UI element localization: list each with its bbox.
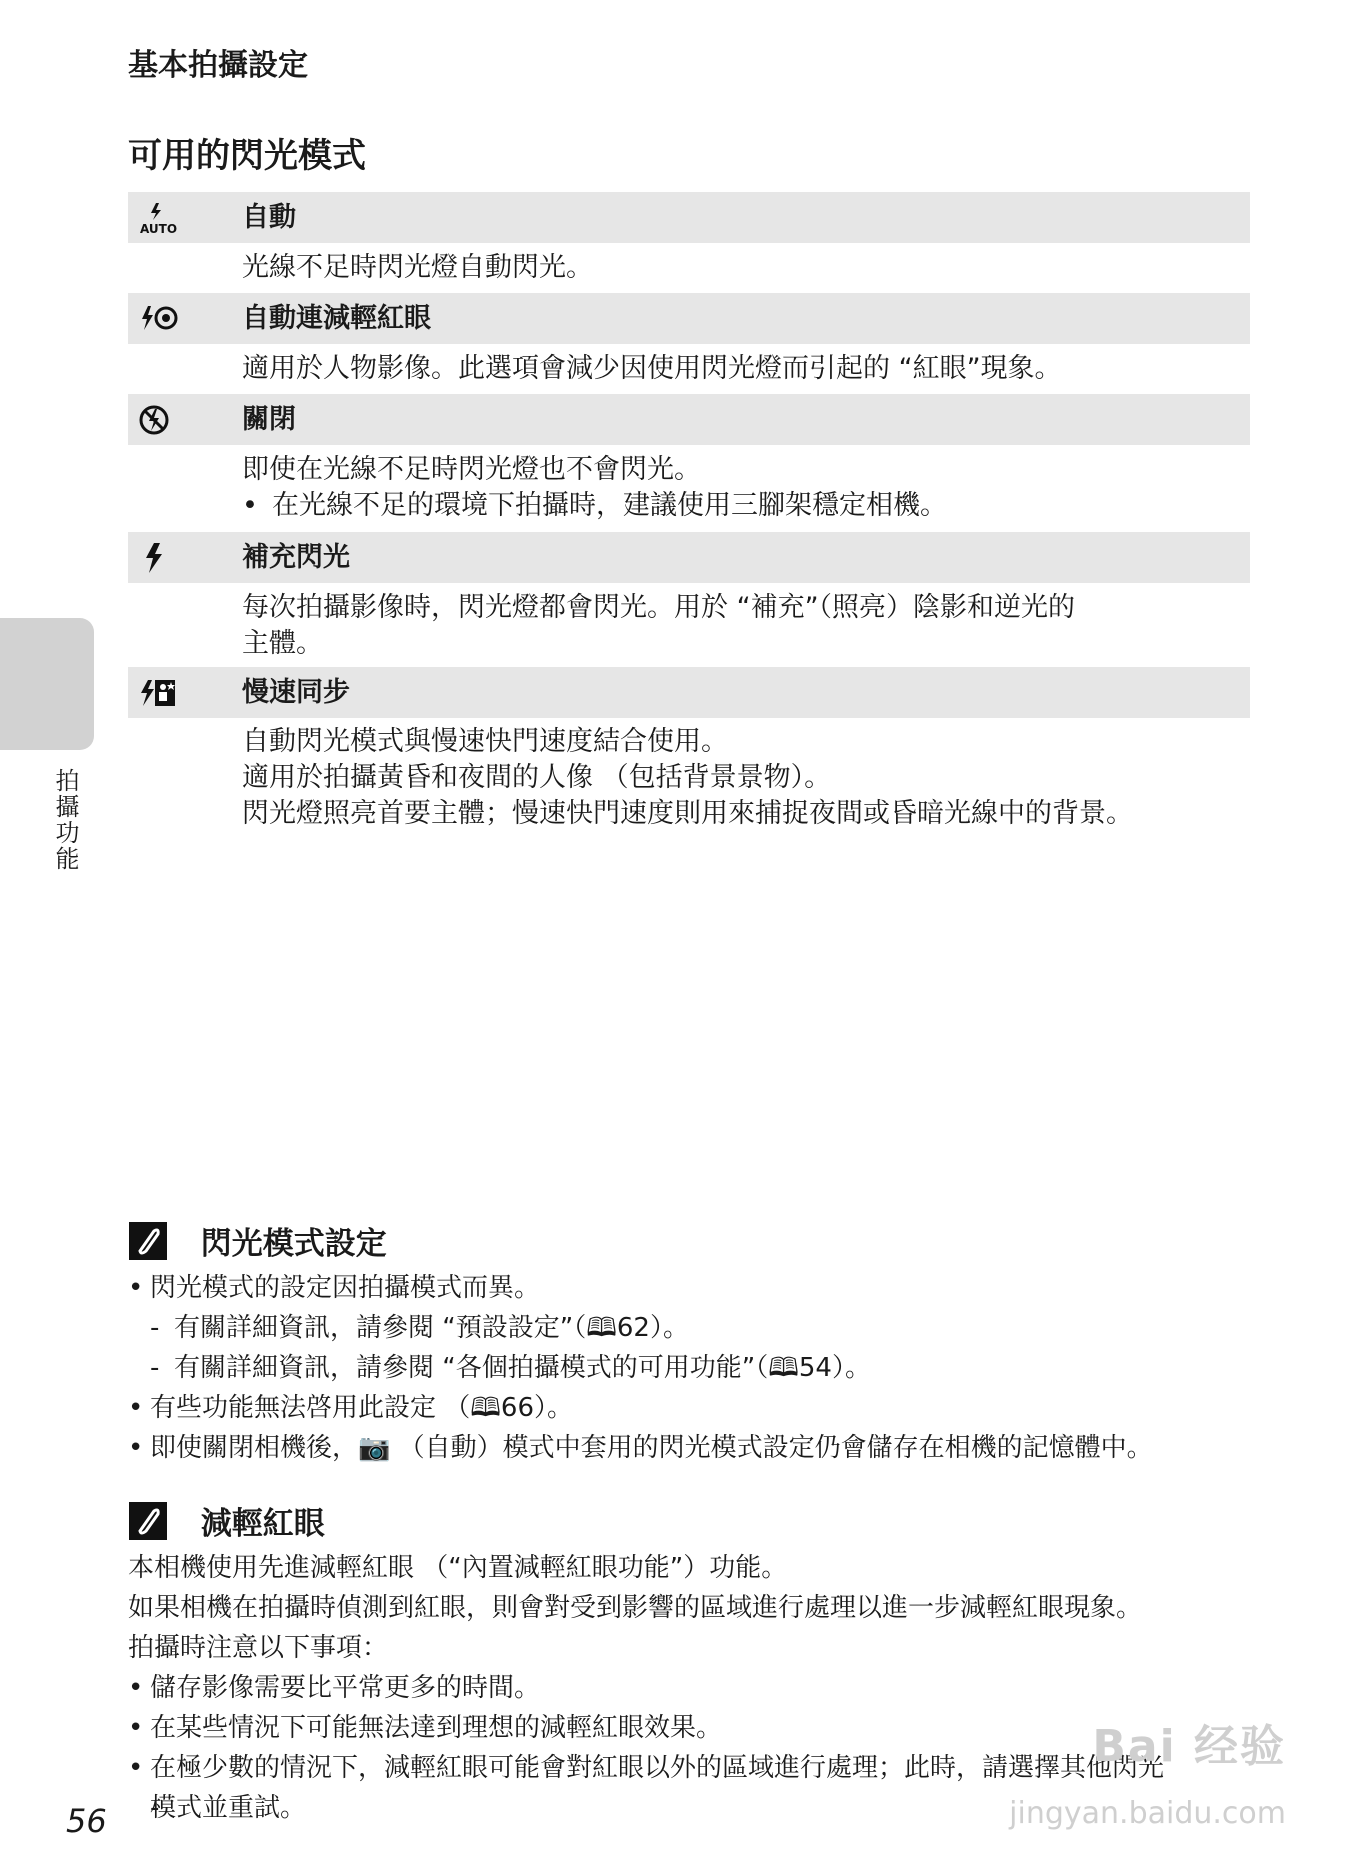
fill-flash-icon xyxy=(138,541,178,575)
note-pencil-icon xyxy=(128,1221,168,1261)
mode-name: 補充閃光 xyxy=(242,542,350,573)
mode-name: 自動連減輕紅眼 xyxy=(242,303,431,334)
mode-row-red-eye xyxy=(128,293,1250,344)
watermark: Bai 经验 xyxy=(1092,1721,1286,1772)
flash-off-icon xyxy=(138,403,178,437)
mode-name: 關閉 xyxy=(242,404,296,435)
svg-text:AUTO: AUTO xyxy=(140,222,178,235)
note-red-eye-reduction xyxy=(128,1498,325,1542)
mode-row-auto xyxy=(128,192,1250,243)
mode-desc: 自動閃光模式與慢速快門速度結合使用。 適用於拍攝黃昏和夜間的人像 （包括背景景物）。 閃光燈照亮首要主體；慢速快門速度則用來捕捉夜間或昏暗光線中的背景。 xyxy=(242,726,1133,829)
note-flash-mode-settings xyxy=(128,1218,387,1262)
page-number: 56 xyxy=(66,1802,107,1840)
page-title: 可用的閃光模式 xyxy=(128,136,366,176)
flash-auto-icon xyxy=(138,201,178,235)
note-title: 減輕紅眼 xyxy=(200,1506,325,1542)
section-header: 基本拍攝設定 xyxy=(128,48,308,83)
mode-row-off xyxy=(128,394,1250,445)
mode-desc: 適用於人物影像。此選項會減少因使用閃光燈而引起的 “紅眼”現象。 xyxy=(242,353,1062,384)
chapter-tab-label: 拍攝功能 xyxy=(51,768,79,872)
watermark-url: jingyan.baidu.com xyxy=(1009,1796,1286,1831)
note-title: 閃光模式設定 xyxy=(200,1226,387,1262)
mode-row-slow-sync xyxy=(128,667,1250,718)
note-body: 本相機使用先進減輕紅眼 （“內置減輕紅眼功能”）功能。 如果相機在拍攝時偵測到紅眼，則會對受到影響的區域進行處理以進一步減輕紅眼現象。 拍攝時注意以下事項： • 儲存影像需要比平常更多的時間。 • 在某些情況下可能無法達到理想的減輕紅眼效果。 • 在極少數的情況下，減輕紅眼可能會對紅眼以外的區域進行處理；此時，請選擇其他閃光 - 模式並重試。 xyxy=(128,1548,1248,1828)
note-body: • 閃光模式的設定因拍攝模式而異。 - 有關詳細資訊，請參閱 “預設設定”（🕮62）。 - 有關詳細資訊，請參閱 “各個拍攝模式的可用功能”（🕮54）。 • 有些功能無法啓用此設定 （🕮66）。 • 即使關閉相機後，📷 （自動）模式中套用的閃光模式設定仍會儲存在相機的記憶體中。 xyxy=(128,1268,1248,1468)
mode-name: 慢速同步 xyxy=(242,677,350,708)
mode-desc: 即使在光線不足時閃光燈也不會閃光。 • 在光線不足的環境下拍攝時，建議使用三腳架穩定相機。 xyxy=(242,452,1262,524)
slow-sync-icon xyxy=(138,676,178,710)
mode-row-fill-flash xyxy=(128,532,1250,583)
red-eye-reduction-icon xyxy=(138,302,178,336)
chapter-tab xyxy=(0,618,94,750)
mode-desc: 光線不足時閃光燈自動閃光。 xyxy=(242,252,593,283)
note-pencil-icon xyxy=(128,1501,168,1541)
mode-desc: 每次拍攝影像時，閃光燈都會閃光。用於 “補充”（照亮）陰影和逆光的 主體。 xyxy=(242,592,1076,659)
mode-name: 自動 xyxy=(242,202,296,233)
